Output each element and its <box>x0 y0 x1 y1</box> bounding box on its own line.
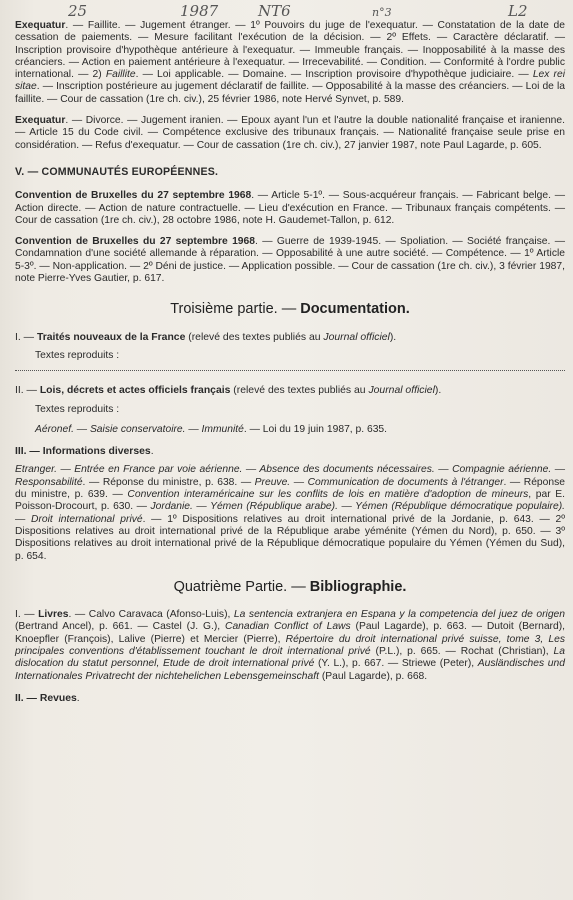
part-label-bold: Bibliographie. <box>309 578 407 595</box>
heading-number: I. — <box>15 331 37 343</box>
handwritten-note: n°3 <box>372 6 392 19</box>
biblio-italic: Canadian Conflict of Laws <box>225 621 351 633</box>
biblio-text: (Y. L.), p. 667. — Striewe (Peter), <box>314 658 478 670</box>
doc-heading-informations <box>15 446 565 458</box>
handwritten-note: L2 <box>508 2 528 20</box>
heading-text: (relevé des textes publiés au <box>185 331 324 343</box>
biblio-text: (P.L.), p. 665. — Rochat (Christian), <box>370 645 554 657</box>
info-text: . — Réponse du ministre, p. 638. — <box>82 476 255 488</box>
part-title-bibliographie <box>15 578 565 595</box>
entry-text: . — Inscription postérieure au jugement déclaratif de faillite. — Opposabilité à la masse des créanciers. — Loi de la faillite. — Cour de cassation (1re ch. civ.), 25 février 1986, note Hervé Synvet, p. 589. <box>15 81 565 105</box>
heading-journal: Journal officiel <box>368 385 435 397</box>
section-heading-communautes: V. — COMMUNAUTÉS EUROPÉENNES. <box>15 165 219 178</box>
heading-text: (relevé des textes publiés au <box>230 385 369 397</box>
heading-title: III. — Informations diverses <box>15 446 151 458</box>
heading-title: II. — Revues <box>15 692 77 704</box>
doc-heading-traites <box>15 332 565 344</box>
biblio-text: (Paul Lagarde), p. 668. <box>318 670 428 682</box>
doc-heading-lois <box>15 385 565 397</box>
item-text: . — Loi du 19 juin 1987, p. 635. <box>243 423 388 435</box>
biblio-italic: Ausländisches und Internationales Privatrecht der nichtehelichen Lebensgemeinschaft <box>15 658 565 682</box>
heading-text: ). <box>434 385 442 397</box>
info-italic: Convention interaméricaine sur les conflits de lois en matière d'adoption de mineurs <box>127 489 529 501</box>
entry-convention-2 <box>15 236 565 285</box>
reproduced-item <box>15 424 565 436</box>
page-content <box>15 20 565 711</box>
heading-title: Lois, décrets et actes officiels français <box>39 385 231 397</box>
entry-text: . — Loi applicable. — Domaine. — Inscription provisoire d'hypothèque judiciaire. — <box>135 69 533 81</box>
entry-lead: Exequatur <box>15 115 66 127</box>
biblio-livres <box>15 609 565 683</box>
biblio-text: (Paul Lagarde), p. 663. — Dutoit (Bernard), Knoepfler (François), Lalive (Pierre) et Mercier (Pierre), <box>15 621 565 645</box>
biblio-text: . — Calvo Caravaca (Afonso-Luis), <box>68 609 234 621</box>
entry-text: . — Divorce. — Jugement iranien. — Epoux ayant l'un et l'autre la double nationalité française et iranienne. — Article 15 du Code civil. — Compétence exclusive des tribunaux français. — Nationalité française seule prise en considération. — Refus d'exequatur. — Cour de cassation (1re ch. civ.), 27 janvier 1987, note Paul Lagarde, p. 605. <box>15 115 565 151</box>
heading-journal: Journal officiel <box>323 331 390 343</box>
info-text: , par E. Poisson-Drocourt, p. 630. — <box>15 489 566 513</box>
entry-italic: Faillite <box>105 69 136 81</box>
info-text: . — 1º Dispositions relatives au droit international privé de la Jordanie, p. 643. — 2º Dispositions relatives au droit international privé de la République arabe yéménite (Yémen du Nord), p. 650. — 3º Dispositions relatives au droit international privé de la République démocratique populaire du Yémen (Yémen du Sud), p. 654. <box>15 513 565 562</box>
entry-text: . — Faillite. — Jugement étranger. — 1º Pouvoirs du juge de l'exequatur. — Constatation de la date de cessation de paiements. — Mesure facilitant l'exécution de la décision. — 2º Effets. — Caractère déclaratif. — Inscription provisoire d'hypothèque antérieure à l'exequatur. — Immeuble français. — Inopposabilité à la masse des créanciers. — Action en paiement antérieure à l'exequatur. — Irrecevabilité. — Condition. — Conformité à l'ordre public international. — 2) <box>15 20 565 81</box>
item-italic: Aéronef. — Saisie conservatoire. — Immunité <box>35 423 244 435</box>
handwritten-note: 1987 <box>180 2 219 20</box>
heading-number: II. — <box>15 385 40 397</box>
heading-text: . <box>150 446 154 458</box>
part-label: Troisième partie. — <box>170 301 301 318</box>
part-label-bold: Documentation. <box>300 301 410 318</box>
info-italic: Preuve. — Communication de documents à l'étranger <box>254 476 504 488</box>
entry-exequatur-divorce <box>15 115 565 152</box>
informations-text <box>15 464 565 562</box>
info-italic: Jordanie. — Yémen (République arabe). — Yémen (République démocratique populaire). — Droit international privé <box>15 501 565 525</box>
part-label: Quatrième Partie. — <box>173 578 310 595</box>
heading-text: ). <box>389 331 397 343</box>
entry-lead: Convention de Bruxelles du 27 septembre 1968 <box>15 236 255 248</box>
entry-lead: Convention de Bruxelles du 27 septembre 1968 <box>15 190 252 202</box>
entry-lead: Exequatur <box>15 20 66 31</box>
entry-text: . — Article 5-1º. — Sous-acquéreur français. — Fabricant belge. — Action directe. — Action de nature contractuelle. — Lieu d'exécution en France. — Tribunaux français compétents. — Cour de cassation (1re ch. civ.), 28 octobre 1986, note H. Gaudemet-Tallon, p. 612. <box>15 190 565 226</box>
dotted-divider <box>15 364 565 371</box>
info-italic: Etranger. — Entrée en France par voie aérienne. — Absence des documents nécessaires. — Compagnie aérienne. — Responsabilité <box>15 464 565 488</box>
handwritten-note: 25 <box>68 2 88 20</box>
biblio-italic: La sentencia extranjera en Espana y la competencia del juez de origen <box>233 609 565 621</box>
heading-title: Livres <box>38 609 69 621</box>
biblio-text: (Bertrand Ancel), p. 661. — Castel (J. G.), <box>15 621 226 633</box>
heading-title: Traités nouveaux de la France <box>36 331 186 343</box>
reproduced-label: Textes reproduits : <box>35 403 120 415</box>
part-title-documentation <box>15 301 565 318</box>
biblio-italic: La dislocation du statut personnel, Etude de droit international privé <box>15 645 565 670</box>
heading-number: I. — <box>15 609 39 621</box>
handwritten-note: NT6 <box>258 2 291 20</box>
biblio-italic: Répertoire du droit international privé suisse, tome 3, Les principales conventions d'établissement touchant le droit international privé <box>15 633 565 657</box>
reproduced-label: Textes reproduits : <box>35 349 120 361</box>
entry-italic: Lex rei sitae <box>15 69 566 93</box>
entry-text: . — Guerre de 1939-1945. — Spoliation. — Société française. — Condamnation d'une société allemande à réparation. — Opposabilité à une autre société. — Compétence. — 1º Article 5-3º. — Non-application. — 2º Déni de justice. — Application possible. — Cour de cassation (1re ch. civ.), 3 février 1987, note Pierre-Yves Gautier, p. 617. <box>15 236 565 285</box>
entry-convention-1 <box>15 190 565 227</box>
doc-heading-revues <box>15 693 565 705</box>
entry-exequatur-faillite <box>15 20 565 106</box>
heading-text: . <box>76 692 80 704</box>
info-text: . — Réponse du ministre, p. 639. — <box>15 476 565 501</box>
